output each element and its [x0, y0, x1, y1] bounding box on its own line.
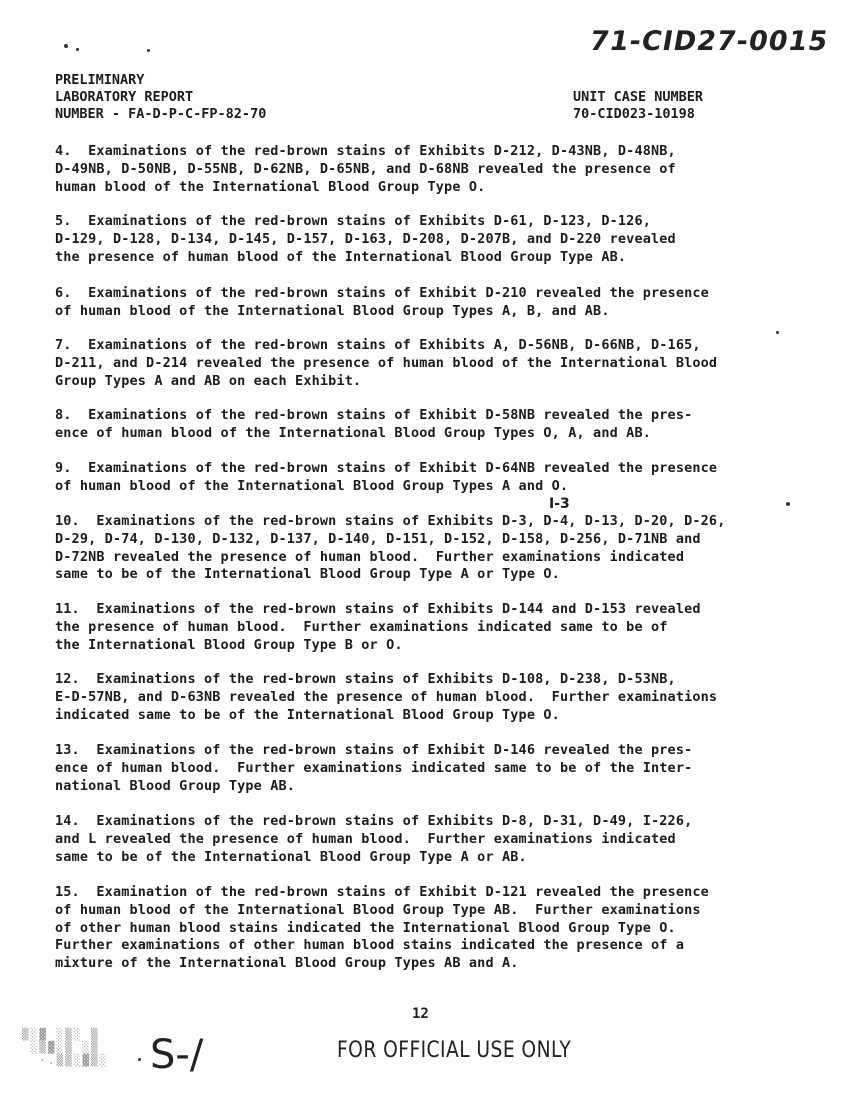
paragraph-11: 11. Examinations of the red-brown stains of Exhibits D-144 and D-153 revealed the presence of human blood. Further examinations indicated same to be of the International Blood Group Type B or O. — [55, 601, 701, 653]
paragraph-13: 13. Examinations of the red-brown stains of Exhibit D-146 revealed the pres- ence of human blood. Further examinations indicated same to be of the Inter- national Blood Group Type AB. — [55, 742, 693, 794]
paragraph-10: 10. Examinations of the red-brown stains of Exhibits D-3, D-4, D-13, D-20, D-26, D-29, D-74, D-130, D-132, D-137, D-140, D-151, D-152, D-158, D-256, D-71NB and D-72NB revealed the presence of human blood. Further examinations indicated same to be of the International Blood Group Type A or Type O. — [55, 513, 726, 583]
faded-stamp: ▒░▓ ░▒░ ▒ ░▒▓░▒ ░▒ ·.▒▒░▓▒░ — [22, 1028, 109, 1067]
document-id-stamp: 71-CID27-0015 — [587, 26, 831, 57]
paragraph-4: 4. Examinations of the red-brown stains of Exhibits D-212, D-43NB, D-48NB, D-49NB, D-50NB, D-55NB, D-62NB, D-65NB, and D-68NB revealed the presence of human blood of the International Blood Group Type O. — [55, 143, 676, 195]
speck — [76, 48, 79, 51]
paragraph-14: 14. Examinations of the red-brown stains of Exhibits D-8, D-31, D-49, I-226, and L revealed the presence of human blood. Further examinations indicated same to be of the International Blood Group Type A or AB. — [55, 813, 693, 865]
page-number: 12 — [412, 1006, 429, 1022]
speck — [776, 331, 779, 334]
paragraph-5: 5. Examinations of the red-brown stains of Exhibits D-61, D-123, D-126, D-129, D-128, D-134, D-145, D-157, D-163, D-208, D-207B, and D-220 revealed the presence of human blood of the International Blood Group Type AB. — [55, 213, 676, 265]
classification-footer: FOR OFFICIAL USE ONLY — [337, 1038, 572, 1063]
case-number-header: UNIT CASE NUMBER 70-CID023-10198 — [573, 89, 704, 122]
handwritten-initials: S-/ — [150, 1032, 204, 1078]
paragraph-7: 7. Examinations of the red-brown stains of Exhibits A, D-56NB, D-66NB, D-165, D-211, and D-214 revealed the presence of human blood of the International Blood Group Types A and AB on each Exhibit. — [55, 337, 718, 389]
speck — [786, 502, 790, 506]
paragraph-9: 9. Examinations of the red-brown stains of Exhibit D-64NB revealed the presence of human blood of the International Blood Group Types A and O. — [55, 460, 718, 494]
report-header: PRELIMINARY LABORATORY REPORT NUMBER - FA-D-P-C-FP-82-70 — [55, 72, 267, 122]
paragraph-12: 12. Examinations of the red-brown stains of Exhibits D-108, D-238, D-53NB, E-D-57NB, and D-63NB revealed the presence of human blood. Further examinations indicated same to be of the International Blood Group Type O. — [55, 671, 718, 723]
handwritten-insert: I-3 — [549, 496, 570, 512]
paragraph-8: 8. Examinations of the red-brown stains of Exhibit D-58NB revealed the pres- ence of human blood of the International Blood Group Types O, A, and AB. — [55, 407, 693, 441]
speck — [147, 49, 150, 52]
paragraph-15: 15. Examination of the red-brown stains of Exhibit D-121 revealed the presence of human blood of the International Blood Group Type AB. Further examinations of other human blood stains indicated the International Blood Group Type O. Further examinations of other human blood stains indicated the presence of a mixture of the International Blood Group Types AB and A. — [55, 884, 709, 972]
paragraph-6: 6. Examinations of the red-brown stains of Exhibit D-210 revealed the presence of human blood of the International Blood Group Types A, B, and AB. — [55, 285, 709, 319]
speck — [138, 1058, 141, 1061]
speck — [64, 44, 68, 48]
